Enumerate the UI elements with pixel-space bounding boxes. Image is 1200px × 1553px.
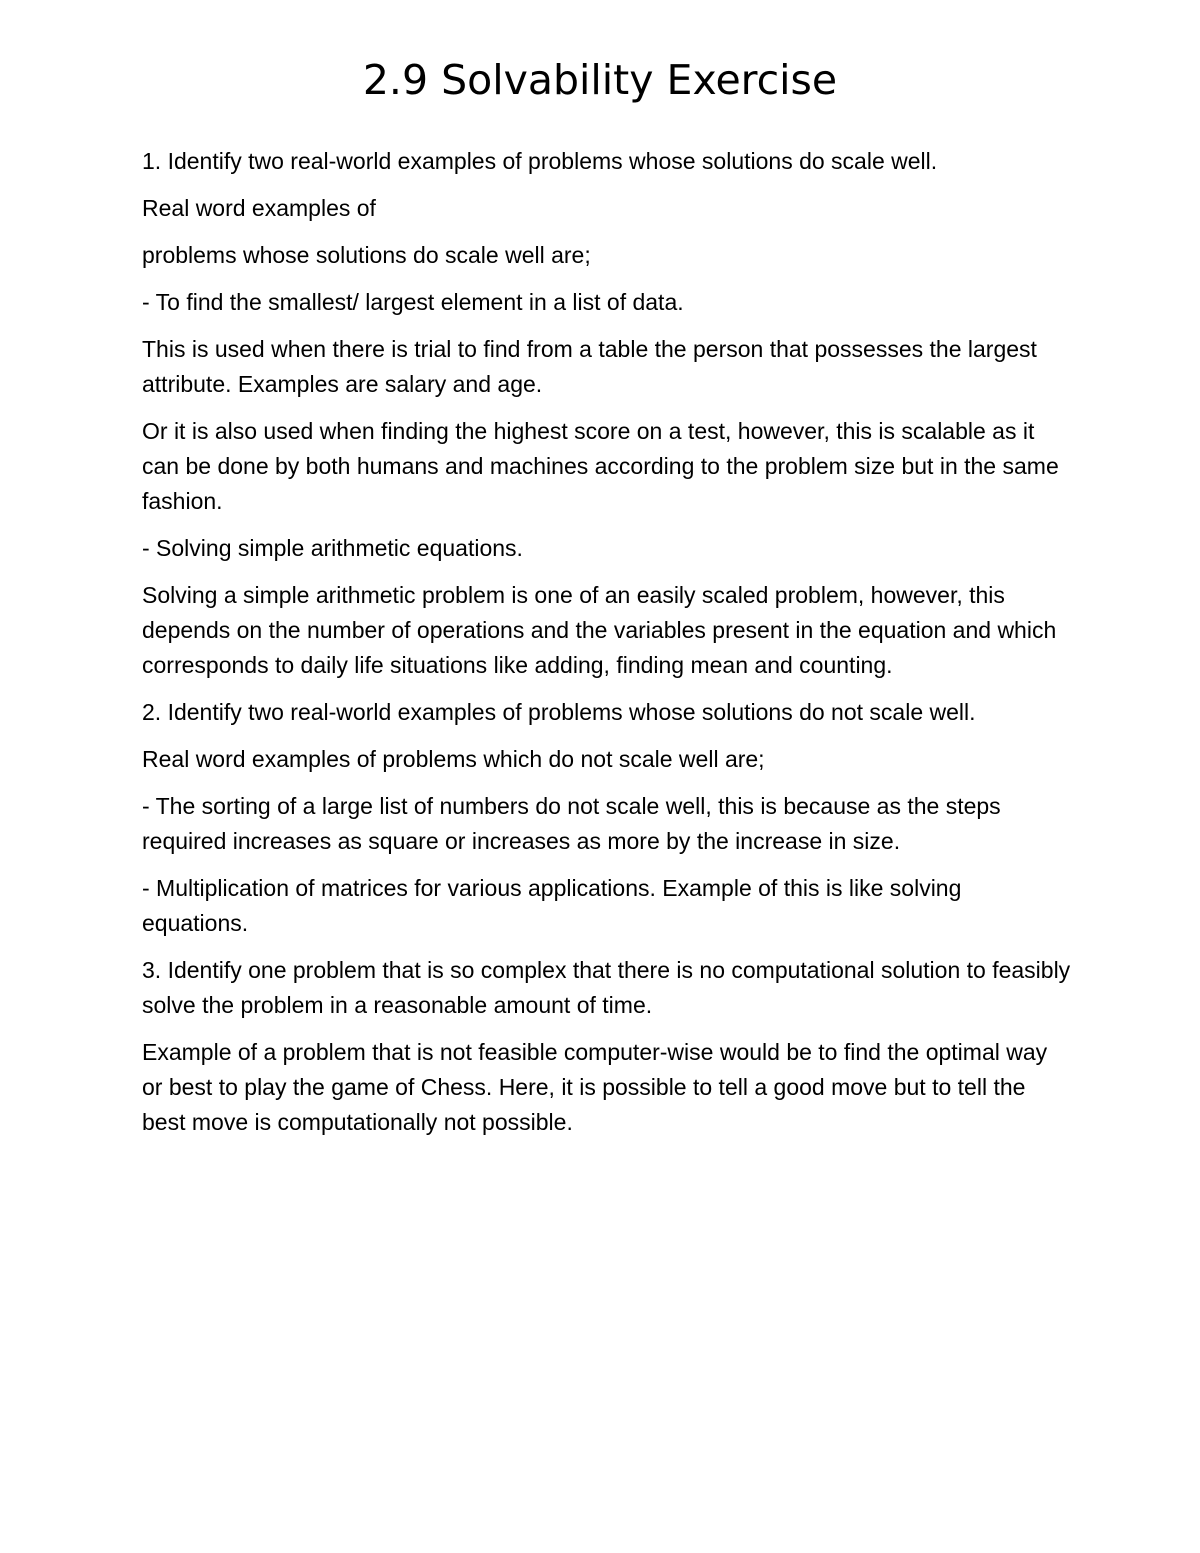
document-title: 2.9 Solvability Exercise	[362, 56, 838, 104]
bullet-item: - To find the smallest/ largest element in a list of data.	[142, 289, 684, 315]
paragraph: Real word examples of problems which do not scale well are;	[142, 746, 765, 772]
question-1: 1. Identify two real-world examples of problems whose solutions do scale well.	[142, 148, 938, 174]
paragraph: Real word examples of	[142, 195, 376, 221]
bullet-item: - Solving simple arithmetic equations.	[142, 535, 523, 561]
document-body	[142, 144, 1072, 1152]
paragraph: Example of a problem that is not feasible computer-wise would be to find the optimal way or best to play the game of Chess. Here, it is possible to tell a good move but to tell the best move is computationally not possible.	[142, 1039, 1048, 1135]
bullet-item: - Multiplication of matrices for various applications. Example of this is like solving equations.	[142, 875, 962, 936]
paragraph: Or it is also used when finding the highest score on a test, however, this is scalable as it can be done by both humans and machines according to the problem size but in the same fashion.	[142, 418, 1059, 514]
question-2: 2. Identify two real-world examples of problems whose solutions do not scale well.	[142, 699, 976, 725]
bullet-item: - The sorting of a large list of numbers do not scale well, this is because as the steps required increases as square or increases as more by the increase in size.	[142, 793, 1001, 854]
question-3: 3. Identify one problem that is so complex that there is no computational solution to feasibly solve the problem in a reasonable amount of time.	[142, 957, 1071, 1018]
paragraph: Solving a simple arithmetic problem is one of an easily scaled problem, however, this depends on the number of operations and the variables present in the equation and which corresponds to daily life situations like adding, finding mean and counting.	[142, 582, 1057, 678]
paragraph: This is used when there is trial to find from a table the person that possesses the largest attribute. Examples are salary and age.	[142, 336, 1037, 397]
paragraph: problems whose solutions do scale well are;	[142, 242, 591, 268]
